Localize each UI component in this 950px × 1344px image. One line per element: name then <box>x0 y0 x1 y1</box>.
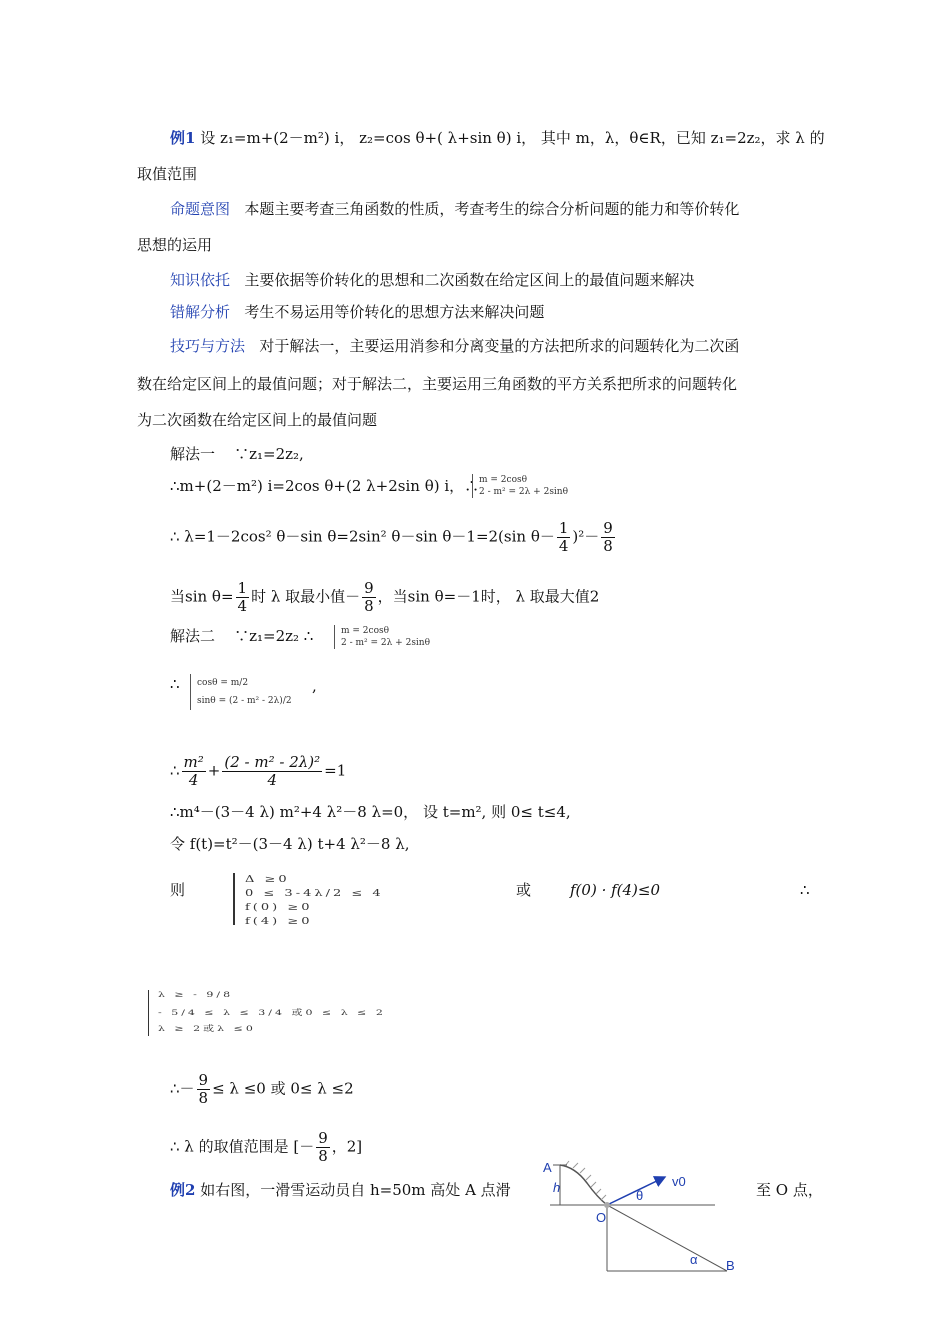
frac-num: 9 <box>198 1071 209 1089</box>
comma: , <box>312 677 317 695</box>
or-condition: f(0) · f(4)≤0 <box>570 881 661 899</box>
intent-text: 本题主要考查三角函数的性质，考查考生的综合分析问题的能力和等价转化 <box>244 200 740 218</box>
frac-num: 1 <box>237 579 248 597</box>
frac-den: 8 <box>603 537 613 555</box>
res-post: ≤ λ ≤0 或 0≤ λ ≤2 <box>212 1079 354 1098</box>
solution1-line1: ∴m+(2－m²) i=2cos θ+(2 λ+2sin θ) i，∴ <box>170 477 480 495</box>
frac-den: 4 <box>188 771 199 789</box>
example1-label: 例1 <box>170 129 196 147</box>
knowledge-heading: 知识依托 <box>170 271 231 289</box>
eq-plus: + <box>207 761 221 780</box>
sys2-eq1: m = 2cosθ <box>341 626 390 636</box>
blur-cond-1: Δ ≥0 <box>245 874 290 885</box>
sys1-eq1: m = 2cosθ <box>479 475 528 485</box>
solution1-given: ∵z₁=2z₂, <box>234 445 304 463</box>
fraction-9-8 <box>316 1130 330 1165</box>
technique-text-3: 为二次函数在给定区间上的最值问题 <box>137 411 378 429</box>
solution2-therefore: ∴ <box>170 675 180 693</box>
or-label: 或 <box>516 881 532 899</box>
frac-den: 4 <box>237 597 248 615</box>
range-post: ，2] <box>331 1137 363 1156</box>
brace-left-2 <box>148 990 153 1036</box>
figure-label-b: B <box>726 1258 735 1273</box>
example2-label: 例2 <box>170 1181 196 1199</box>
sys1-eq2: 2 - m² = 2λ + 2sinθ <box>479 487 569 497</box>
error-paragraph <box>170 302 544 322</box>
solution2-equation <box>170 754 346 789</box>
range-pre: ∴ λ 的取值范围是 [－ <box>170 1137 315 1156</box>
line3-a: 当sin θ= <box>170 587 234 606</box>
frac-num: 1 <box>558 519 569 537</box>
fraction-9-8 <box>362 580 376 615</box>
slope-curve <box>560 1165 607 1205</box>
fraction-9-8 <box>601 520 615 555</box>
line2-text: ∴ λ=1－2cos² θ－sin θ=2sin² θ－sin θ－1=2(sin θ－ <box>170 527 555 546</box>
sys2-eq2: 2 - m² = 2λ + 2sinθ <box>341 638 431 648</box>
intent-cont: 思想的运用 <box>137 236 213 254</box>
fraction-9-8 <box>197 1072 211 1107</box>
blur-b1: λ ≥ - 9/8 <box>158 989 234 1000</box>
error-text: 考生不易运用等价转化的思想方法来解决问题 <box>244 303 545 321</box>
blur-cond-4: f(4) ≥0 <box>245 916 313 927</box>
solution2-system2 <box>190 674 292 710</box>
slope-line <box>607 1205 727 1271</box>
technique-paragraph <box>170 336 739 356</box>
figure-label-o: O <box>596 1210 607 1225</box>
intent-paragraph <box>170 199 739 219</box>
solution2-given: ∵z₁=2z₂ ∴ <box>234 627 314 645</box>
res-pre: ∴－ <box>170 1079 195 1098</box>
figure-label-alpha: α <box>690 1252 698 1267</box>
result-line <box>170 1072 354 1107</box>
frac-den: 8 <box>318 1147 328 1165</box>
blur-cond-2: 0 ≤ 3-4λ/2 ≤ 4 <box>245 888 384 899</box>
frac-den: 8 <box>364 597 374 615</box>
solution1-title: 解法一 <box>170 445 216 463</box>
technique-text: 对于解法一，主要运用消参和分离变量的方法把所求的问题转化为二次函 <box>259 337 740 355</box>
line2-mid: )²－ <box>572 527 600 546</box>
solution2-system <box>334 625 430 649</box>
intent-heading: 命题意图 <box>170 200 231 218</box>
fraction-1-4 <box>236 580 250 615</box>
example1-statement-cont: 取值范围 <box>137 165 198 183</box>
fraction-1-4 <box>557 520 571 555</box>
range-line <box>170 1130 362 1165</box>
example2-statement <box>170 1180 511 1200</box>
technique-text-2: 数在给定区间上的最值问题；对于解法二，主要运用三角函数的平方关系把所求的问题转化 <box>137 375 738 393</box>
brace-left <box>233 873 239 925</box>
error-heading: 错解分析 <box>170 303 231 321</box>
eq-post: =1 <box>324 761 347 780</box>
frac-den: 4 <box>267 771 278 789</box>
example2-text: 如右图，一滑雪运动员自 h=50m 高处 A 点滑 <box>200 1181 511 1199</box>
figure-label-h: h <box>553 1180 561 1195</box>
sys3-eq2: sinθ = (2 - m² - 2λ)/2 <box>197 696 292 706</box>
line3-b: 时 λ 取最小值－ <box>251 587 361 606</box>
figure-label-v0: v0 <box>672 1174 686 1189</box>
frac-num: 9 <box>603 519 613 537</box>
frac-den: 4 <box>558 537 569 555</box>
example2-text-end: 至 O 点， <box>756 1181 823 1199</box>
solution1-line3 <box>170 580 599 615</box>
solution2-header <box>170 626 313 646</box>
solution2-title: 解法二 <box>170 627 216 645</box>
knowledge-paragraph <box>170 270 694 290</box>
frac-num: 9 <box>318 1129 328 1147</box>
line3-c: ，当sin θ=－1时， λ 取最大值2 <box>377 587 600 606</box>
frac-num: 9 <box>364 579 374 597</box>
solution2-line4: ∴m⁴－(3－4 λ) m²+4 λ²－8 λ=0， 设 t=m², 则 0≤ t≤4, <box>170 803 571 821</box>
solution1-line2 <box>170 520 617 555</box>
eq-pre: ∴ <box>170 761 180 780</box>
then-label: 则 <box>170 881 186 899</box>
so-label: ∴ <box>800 881 810 899</box>
frac-num: (2 - m² - 2λ)² <box>224 753 321 771</box>
fraction-expr-4 <box>222 754 322 789</box>
figure-label-theta: θ <box>636 1188 644 1203</box>
frac-den: 8 <box>198 1089 209 1107</box>
blur-cond-3: f(0) ≥0 <box>245 902 313 913</box>
solution1-header <box>170 444 304 464</box>
blur-b3: λ ≥ 2或λ ≤0 <box>158 1023 256 1033</box>
example1-text: 设 z₁=m+(2－m²) i， z₂=cos θ+( λ+sin θ) i， 其中 m，λ，θ∈R，已知 z₁=2z₂，求 λ 的 <box>200 129 825 147</box>
technique-heading: 技巧与方法 <box>170 337 246 355</box>
blur-b2: - 5/4 ≤ λ ≤ 3/4 或0 ≤ λ ≤ 2 <box>158 1007 386 1017</box>
ski-jump-figure <box>535 1155 745 1275</box>
sys3-eq1: cosθ = m/2 <box>197 678 249 688</box>
figure-label-a: A <box>543 1160 552 1175</box>
solution2-line5: 令 f(t)=t²－(3－4 λ) t+4 λ²－8 λ, <box>170 835 410 853</box>
example1-statement <box>170 128 825 148</box>
frac-num: m² <box>183 753 204 771</box>
fraction-m2-4 <box>182 754 206 789</box>
knowledge-text: 主要依据等价转化的思想和二次函数在给定区间上的最值问题来解决 <box>244 271 695 289</box>
solution1-system <box>472 474 568 498</box>
